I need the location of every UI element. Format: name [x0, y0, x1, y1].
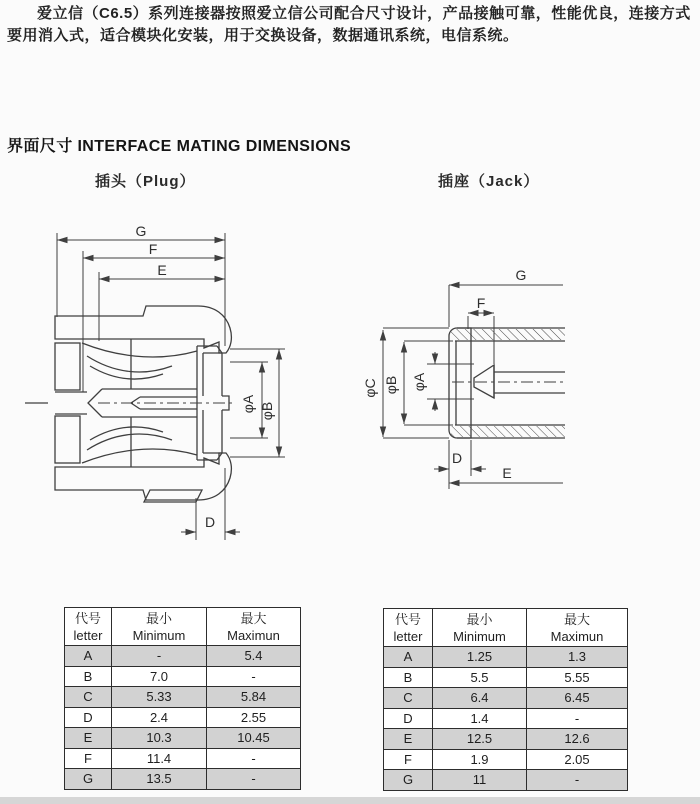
jack-dim-label-phi-a: φA — [411, 372, 427, 392]
jack-drawing — [362, 265, 668, 500]
jack-dim-label-d: D — [451, 450, 463, 466]
col-minimum: 最小 Minimum — [433, 609, 527, 647]
table-row — [384, 688, 628, 709]
plug-dim-label-phi-a: φA — [240, 394, 256, 414]
jack-body-outline — [449, 328, 565, 438]
table-cell: 1.3 — [527, 647, 628, 668]
plug-dimension-table — [64, 607, 301, 790]
plug-dim-label-d: D — [204, 514, 216, 530]
jack-dimension-table — [383, 608, 628, 791]
table-cell: E — [65, 728, 112, 749]
intro-paragraph: 爱立信（C6.5）系列连接器按照爱立信公司配合尺寸设计，产品接触可靠，性能优良，连接方式要用消入式，适合模块化安装，用于交换设备，数据通讯系统，电信系统。 — [7, 5, 691, 44]
jack-dimension-lines — [383, 285, 563, 489]
plug-dim-label-g: G — [135, 223, 147, 239]
page-bottom-strip — [0, 797, 700, 804]
plug-dim-label-phi-b: φB — [259, 401, 275, 421]
table-cell: 2.55 — [207, 707, 301, 728]
table-cell: C — [384, 688, 433, 709]
plug-body-outline — [25, 306, 233, 502]
table-cell: 2.05 — [527, 749, 628, 770]
table-row — [384, 667, 628, 688]
table-cell: E — [384, 729, 433, 750]
table-cell: D — [65, 707, 112, 728]
table-cell: 12.5 — [433, 729, 527, 750]
jack-dim-label-g: G — [515, 267, 527, 283]
table-row — [65, 748, 301, 769]
table-row — [65, 666, 301, 687]
col-maximum: 最大 Maximun — [207, 608, 301, 646]
table-row — [384, 647, 628, 668]
col-minimum: 最小 Minimum — [112, 608, 207, 646]
table-row — [65, 646, 301, 667]
table-row — [384, 708, 628, 729]
jack-dim-label-e: E — [502, 465, 512, 481]
table-row — [65, 728, 301, 749]
table-row — [65, 687, 301, 708]
table-header-row — [384, 609, 628, 647]
table-cell: 10.3 — [112, 728, 207, 749]
table-cell: 5.4 — [207, 646, 301, 667]
table-row — [65, 769, 301, 790]
table-cell: G — [65, 769, 112, 790]
col-maximum: 最大 Maximun — [527, 609, 628, 647]
table-cell: - — [207, 748, 301, 769]
table-cell: 10.45 — [207, 728, 301, 749]
plug-dim-label-f: F — [148, 241, 158, 257]
table-row — [384, 749, 628, 770]
table-cell: - — [527, 770, 628, 791]
table-cell: 6.45 — [527, 688, 628, 709]
table-cell: A — [65, 646, 112, 667]
table-cell: 12.6 — [527, 729, 628, 750]
table-cell: 5.33 — [112, 687, 207, 708]
table-cell: B — [65, 666, 112, 687]
table-cell: 6.4 — [433, 688, 527, 709]
table-cell: 11 — [433, 770, 527, 791]
jack-dim-label-phi-b: φB — [383, 375, 399, 395]
table-cell: C — [65, 687, 112, 708]
table-cell: - — [207, 769, 301, 790]
table-row — [65, 707, 301, 728]
table-cell: - — [527, 708, 628, 729]
table-cell: D — [384, 708, 433, 729]
col-letter: 代号 letter — [65, 608, 112, 646]
table-cell: 1.9 — [433, 749, 527, 770]
table-cell: F — [65, 748, 112, 769]
section-title: 界面尺寸 INTERFACE MATING DIMENSIONS — [7, 138, 352, 155]
table-cell: B — [384, 667, 433, 688]
col-letter: 代号 letter — [384, 609, 433, 647]
table-cell: G — [384, 770, 433, 791]
table-row — [384, 770, 628, 791]
table-header-row — [65, 608, 301, 646]
jack-caption: 插座（Jack） — [438, 173, 540, 190]
table-cell: 1.25 — [433, 647, 527, 668]
table-cell: - — [207, 666, 301, 687]
plug-dimension-lines — [57, 233, 285, 540]
table-cell: F — [384, 749, 433, 770]
table-cell: 13.5 — [112, 769, 207, 790]
table-cell: 5.5 — [433, 667, 527, 688]
table-cell: 5.55 — [527, 667, 628, 688]
jack-dim-label-phi-c: φC — [362, 378, 378, 398]
plug-drawing — [20, 225, 300, 545]
table-row — [384, 729, 628, 750]
table-cell: 7.0 — [112, 666, 207, 687]
plug-dim-label-e: E — [157, 262, 167, 278]
table-cell: 5.84 — [207, 687, 301, 708]
plug-caption: 插头（Plug） — [95, 173, 196, 190]
table-cell: 11.4 — [112, 748, 207, 769]
table-cell: A — [384, 647, 433, 668]
jack-dim-label-f: F — [476, 295, 486, 311]
table-cell: 1.4 — [433, 708, 527, 729]
table-cell: - — [112, 646, 207, 667]
table-cell: 2.4 — [112, 707, 207, 728]
